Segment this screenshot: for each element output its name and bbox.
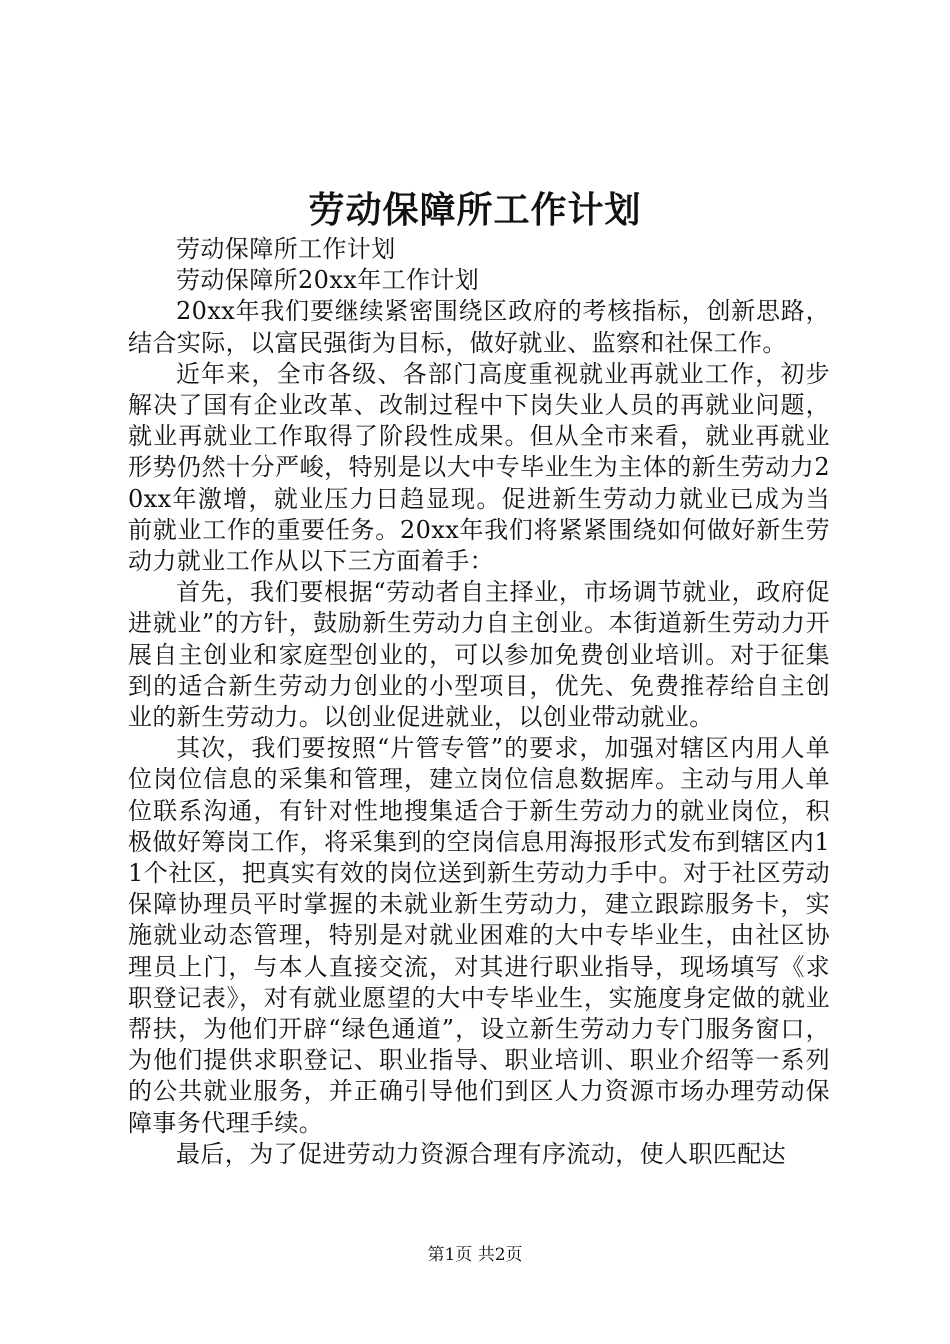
page-footer: 第1页 共2页 xyxy=(427,1245,523,1265)
paragraph-first: 首先，我们要根据“劳动者自主择业，市场调节就业，政府促进就业”的方针，鼓励新生劳动力自主创业。本街道新生劳动力开展自主创业和家庭型创业的，可以参加免费创业培训。对于征集到的适合新生劳动力创业的小型项目，优先、免费推荐给自主创业的新生劳动力。以创业促进就业，以创业带动就业。 xyxy=(128,578,830,732)
document-title: 劳动保障所工作计划 xyxy=(308,189,642,231)
paragraph-background: 近年来，全市各级、各部门高度重视就业再就业工作，初步解决了国有企业改革、改制过程中下岗失业人员的再就业问题，就业再就业工作取得了阶段性成果。但从全市来看，就业再就业形势仍然十分严峻，特别是以大中专毕业生为主体的新生劳动力20xx年激增，就业压力日趋显现。促进新生劳动力就业已成为当前就业工作的重要任务。20xx年我们将紧紧围绕如何做好新生劳动力就业工作从以下三方面着手： xyxy=(128,359,830,576)
paragraph-subtitle: 劳动保障所工作计划 xyxy=(176,235,396,263)
paragraph-plan-heading: 劳动保障所20xx年工作计划 xyxy=(176,266,480,295)
paragraph-last: 最后，为了促进劳动力资源合理有序流动，使人职匹配达 xyxy=(176,1139,786,1168)
paragraph-intro: 20xx年我们要继续紧密围绕区政府的考核指标，创新思路，结合实际，以富民强街为目标，做好就业、监察和社保工作。 xyxy=(128,297,830,357)
paragraph-second: 其次，我们要按照“片管专管”的要求，加强对辖区内用人单位岗位信息的采集和管理，建立岗位信息数据库。主动与用人单位联系沟通，有针对性地搜集适合于新生劳动力的就业岗位，积极做好筹岗工作，将采集到的空岗信息用海报形式发布到辖区内11个社区，把真实有效的岗位送到新生劳动力手中。对于社区劳动保障协理员平时掌握的未就业新生劳动力，建立跟踪服务卡，实施就业动态管理，特别是对就业困难的大中专毕业生，由社区协理员上门，与本人直接交流，对其进行职业指导，现场填写《求职登记表》，对有就业愿望的大中专毕业生，实施度身定做的就业帮扶，为他们开辟“绿色通道”，设立新生劳动力专门服务窗口，为他们提供求职登记、职业指导、职业培训、职业介绍等一系列的公共就业服务，并正确引导他们到区人力资源市场办理劳动保障事务代理手续。 xyxy=(128,734,830,1137)
document-body xyxy=(128,234,830,1170)
